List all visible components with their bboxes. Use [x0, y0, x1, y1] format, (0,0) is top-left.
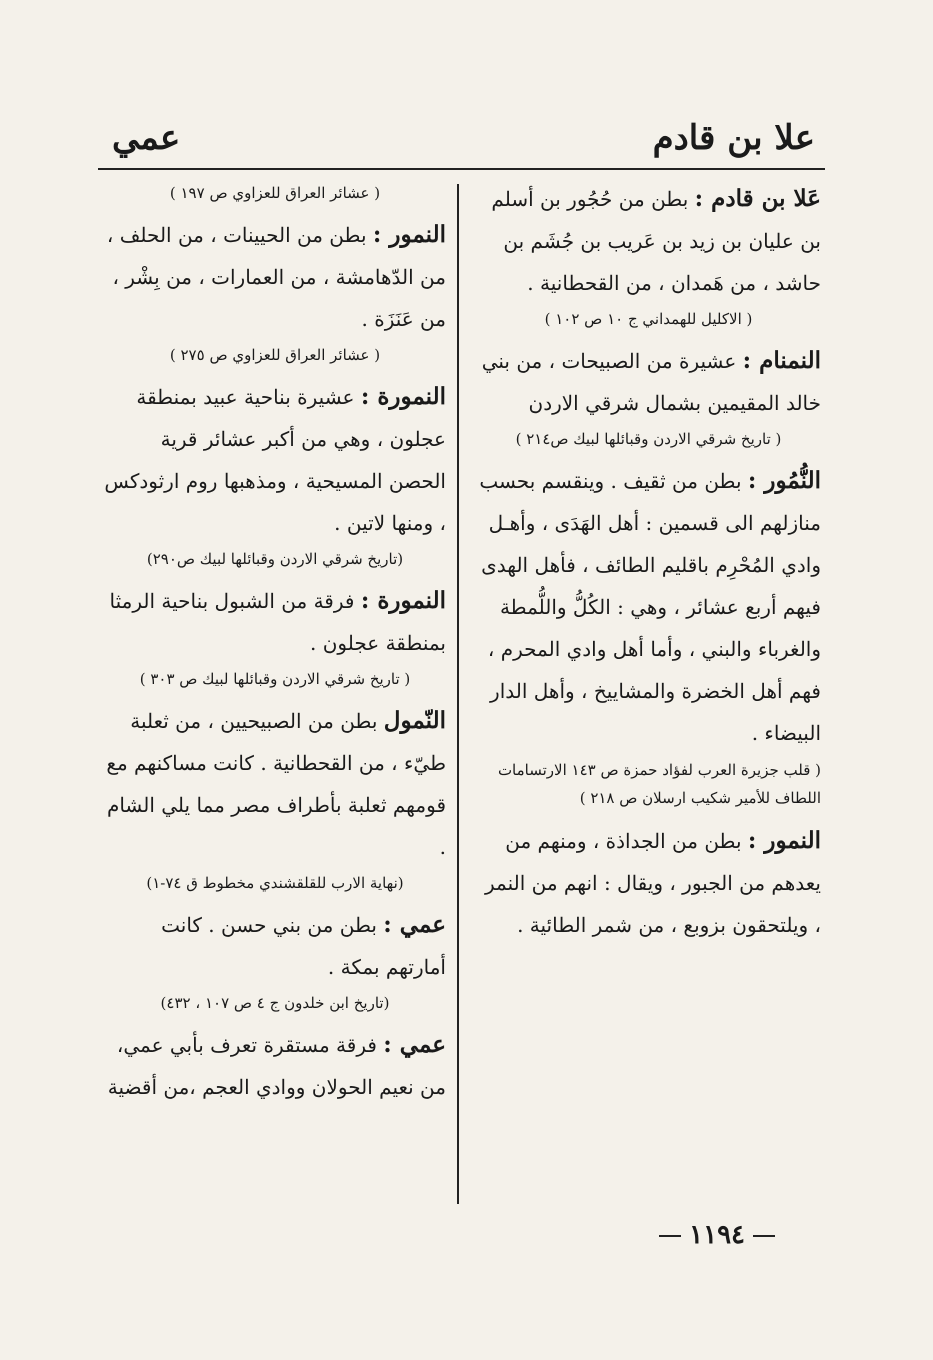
dictionary-entry	[476, 340, 821, 424]
dictionary-entry	[104, 580, 446, 664]
entry-headword: النمورة :	[360, 383, 446, 410]
dictionary-entry	[104, 700, 446, 868]
entry-text: عشيرة من الصبيحات ، من بني خالد المقيمين بشمال شرقي الاردن	[481, 349, 821, 415]
dictionary-entry	[476, 460, 821, 754]
header-rule	[98, 168, 825, 170]
source-citation: (تاريخ ابن خلدون ج ٤ ص ١٠٧ ، ٤٣٢)	[160, 994, 390, 1012]
running-header-left: عمي	[112, 118, 181, 158]
entry-text: بطن من ثقيف . وينقسم بحسب منازلهم الى قسمين : أهل الهَدَى ، وأهـل وادي المُحْرِم باقليم الطائف ، فأهل الهدى فيهم أربع عشائر ، وهي : الكُلُّ واللُّمطة والغرباء والبني ، وأما أهل وادي المحرم ، فهم أهل الخضرة والمشاييخ ، وأهل الدار البيضاء .	[479, 469, 821, 745]
entry-text: بطن من بني حسن . كانت أمارتهم بمكة .	[161, 913, 446, 979]
dictionary-entry	[104, 376, 446, 544]
entry-text: فرقة مستقرة تعرف بأبي عمي، من نعيم الحولان ووادي العجم ،من أقضية	[107, 1033, 446, 1099]
entry-text: بطن من الحيينات ، من الحلف ، من الدّهامشة ، من العمارات ، من بِشْر ، من عَنَزَة .	[106, 223, 446, 331]
left-column	[104, 178, 446, 1108]
source-citation: ( عشائر العراق للعزاوي ص ٢٧٥ )	[169, 346, 381, 364]
entry-headword: النمور :	[747, 827, 821, 854]
column-divider	[457, 184, 459, 1204]
entry-text: عشيرة بناحية عبيد بمنطقة عجلون ، وهي من أكبر عشائر قرية الحصن المسيحية ، ومذهبها روم ارثودكس ، ومنها لاتين .	[104, 385, 446, 535]
source-citation: ( تاريخ شرقي الاردن وقبائلها لبيك ص ٣٠٣ )	[139, 670, 411, 688]
running-header-right: علا بن قادم	[652, 118, 815, 158]
source-citation: ( الاكليل للهمداني ج ١٠ ص ١٠٢ )	[544, 310, 753, 328]
source-citation: ( قلب جزيرة العرب لفؤاد حمزة ص ١٤٣ الارتسامات اللطاف للأمير شكيب ارسلان ص ٢١٨ )	[497, 761, 821, 807]
entry-headword: عَلا بن قادم :	[694, 185, 821, 212]
entry-text: فرقة من الشبول بناحية الرمثا بمنطقة عجلون .	[109, 589, 446, 655]
entry-headword: عمي :	[383, 911, 446, 938]
dictionary-entry	[476, 820, 821, 946]
dictionary-entry	[104, 214, 446, 340]
entry-text: بطن من حُجُور بن أسلم بن عليان بن زيد بن عَريب بن جُشَم بن حاشد ، من هَمدان ، من القحطانية .	[491, 187, 821, 295]
entry-headword: النُّمُور :	[747, 467, 821, 494]
source-citation: (نهاية الارب للقلقشندي مخطوط ق ٧٤-١)	[146, 874, 404, 892]
entry-headword: النّمول	[383, 707, 446, 734]
entry-text: بطن من الجداذة ، ومنهم من يعدهم من الجبور ، ويقال : انهم من النمر ، ويلتحقون بزوبع ، من شمر الطائية .	[485, 829, 821, 937]
source-citation: ( تاريخ شرقي الاردن وقبائلها لبيك ص٢١٤ )	[515, 430, 782, 448]
source-citation: (تاريخ شرقي الاردن وقبائلها لبيك ص٢٩٠)	[146, 550, 404, 568]
entry-headword: عمي :	[383, 1031, 446, 1058]
entry-headword: النمورة :	[360, 587, 446, 614]
source-citation: ( عشائر العراق للعزاوي ص ١٩٧ )	[169, 184, 381, 202]
entry-headword: النمنام :	[742, 347, 821, 374]
dictionary-entry	[476, 178, 821, 304]
right-column	[476, 178, 821, 946]
dictionary-entry	[104, 1024, 446, 1108]
dictionary-entry	[104, 904, 446, 988]
entry-headword: النمور :	[372, 221, 446, 248]
entry-text: بطن من الصبيحيين ، من ثعلبة طيّء ، من القحطانية . كانت مساكنهم مع قومهم ثعلبة بأطراف مصر مما يلي الشام .	[106, 709, 446, 859]
page-number: ١١٩٤	[651, 1220, 783, 1250]
